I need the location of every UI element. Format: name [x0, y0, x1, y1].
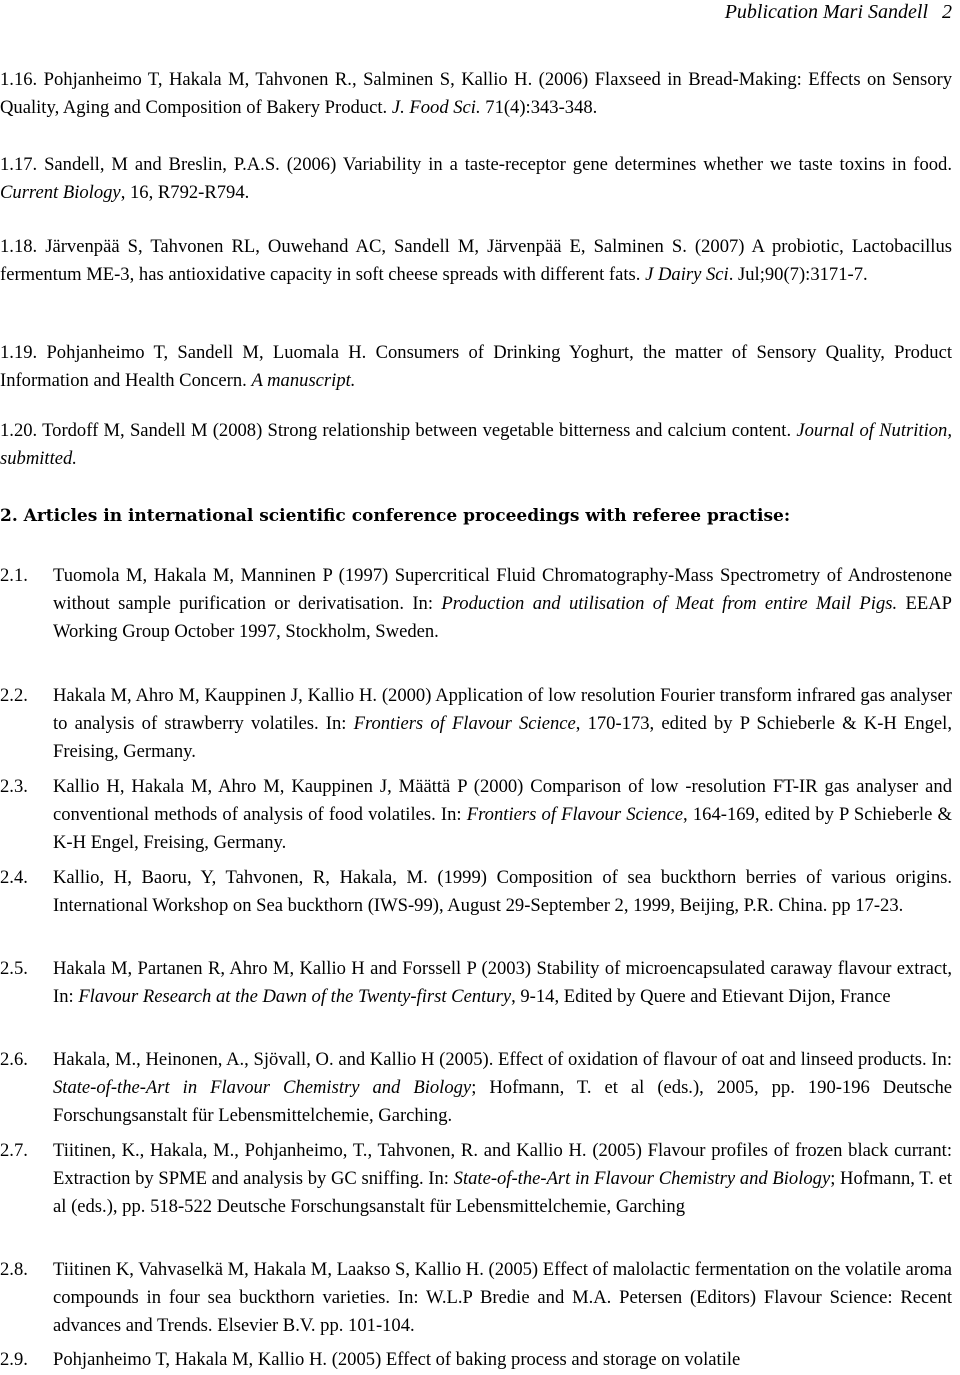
proceedings-entry: [0, 562, 952, 647]
entry-number: 2.9.: [0, 1349, 28, 1370]
page-number: 2: [942, 1, 952, 23]
journal-name: J. Food Sci.: [391, 97, 481, 119]
reference-entry: [0, 66, 952, 122]
section-heading: 2. Articles in international scientific conference proceedings with referee practise:: [0, 506, 791, 526]
entry-citation: , 164-169, edited by P Schieberle & K-H Engel, Freising, Germany.: [53, 804, 953, 854]
entry-citation: , 16, R792-R794.: [120, 182, 250, 204]
entry-number: 1.17.: [0, 154, 38, 175]
entry-text: Tiitinen, K., Hakala, M., Pohjanheimo, T., Tahvonen, R. and Kallio H. (2005) Flavour profiles of frozen black currant: Extraction by SPME and analysis by GC sniffing. In:: [53, 1140, 952, 1190]
proceedings-title: Production and utilisation of Meat from entire Mail Pigs.: [441, 593, 898, 615]
journal-name: Current Biology: [0, 182, 121, 204]
entry-citation: 71(4):343-348.: [480, 97, 598, 119]
proceedings-title: Frontiers of Flavour Science: [353, 713, 576, 735]
reference-entry: [0, 233, 952, 289]
proceedings-entry: [0, 773, 952, 858]
entry-number: 2.8.: [0, 1259, 28, 1280]
entry-text: Pohjanheimo T, Hakala M, Kallio H. (2005) Effect of baking process and storage on volatile: [53, 1349, 741, 1370]
page-header: [725, 0, 952, 24]
entry-number: 2.3.: [0, 776, 28, 797]
entry-number: 1.16.: [0, 69, 38, 90]
journal-name: J Dairy Sci: [645, 264, 729, 286]
journal-name: A manuscript.: [251, 370, 356, 392]
entry-number: 2.4.: [0, 867, 28, 888]
proceedings-entry: [0, 1256, 952, 1341]
entry-text: Pohjanheimo T, Sandell M, Luomala H. Consumers of Drinking Yoghurt, the matter of Sensory Quality, Product Information and Health Concern.: [0, 342, 952, 392]
entry-number: 2.5.: [0, 958, 28, 979]
entry-text: Tiitinen K, Vahvaselkä M, Hakala M, Laakso S, Kallio H. (2005) Effect of malolactic fermentation on the volatile aroma compounds in four sea buckthorn varieties. In: W.L.P Bredie and M.A. Petersen (Editors) Flavour Science: Recent advances and Trends. Elsevier B.V. pp. 101-104.: [53, 1259, 952, 1337]
entry-text: Hakala M, Ahro M, Kauppinen J, Kallio H. (2000) Application of low resolution Fourier transform infrared gas analyser to analysis of strawberry volatiles. In:: [53, 685, 952, 735]
entry-citation: EEAP Working Group October 1997, Stockholm, Sweden.: [53, 593, 952, 643]
entry-text: Pohjanheimo T, Hakala M, Tahvonen R., Salminen S, Kallio H. (2006) Flaxseed in Bread-Making: Effects on Sensory Quality, Aging and Composition of Bakery Product.: [0, 69, 952, 119]
proceedings-entry: [0, 1137, 952, 1222]
entry-number: 2.6.: [0, 1049, 28, 1070]
entry-text: Tuomola M, Hakala M, Manninen P (1997) Supercritical Fluid Chromatography-Mass Spectrometry of Androstenone without sample purification or derivatisation. In:: [53, 565, 952, 615]
entry-text: Kallio, H, Baoru, Y, Tahvonen, R, Hakala, M. (1999) Composition of sea buckthorn berries of various origins. International Workshop on Sea buckthorn (IWS-99), August 29-September 2, 1999, Beijing, P.R. China. pp 17-23.: [53, 867, 952, 917]
entry-number: 2.2.: [0, 685, 28, 706]
proceedings-entry: [0, 682, 952, 767]
journal-name: Journal of Nutrition, submitted.: [0, 420, 952, 470]
entry-text: Järvenpää S, Tahvonen RL, Ouwehand AC, Sandell M, Järvenpää E, Salminen S. (2007) A probiotic, Lactobacillus fermentum ME-3, has antioxidative capacity in soft cheese spreads with different fats.: [0, 236, 952, 286]
entry-citation: ; Hofmann, T. et al (eds.), pp. 518-522 Deutsche Forschungsanstalt für Lebensmittelchemie, Garching: [53, 1168, 952, 1218]
entry-number: 1.19.: [0, 342, 38, 363]
proceedings-title: Frontiers of Flavour Science: [466, 804, 684, 826]
reference-entry: [0, 339, 952, 395]
entry-text: Kallio H, Hakala M, Ahro M, Kauppinen J, Määttä P (2000) Comparison of low -resolution FT-IR gas analyser and conventional methods of analysis of food volatiles. In:: [53, 776, 952, 826]
entry-number: 1.20.: [0, 420, 38, 441]
proceedings-entry: [0, 1346, 952, 1374]
entry-text: Hakala, M., Heinonen, A., Sjövall, O. and Kallio H (2005). Effect of oxidation of flavour of oat and linseed products. In:: [53, 1049, 952, 1070]
reference-entry: [0, 151, 952, 207]
proceedings-entry: [0, 864, 952, 920]
entry-text: Tordoff M, Sandell M (2008) Strong relationship between vegetable bitterness and calcium content.: [37, 420, 797, 441]
entry-number: 2.1.: [0, 565, 28, 586]
entry-number: 2.7.: [0, 1140, 28, 1161]
proceedings-title: Flavour Research at the Dawn of the Twenty-first Century: [78, 986, 512, 1008]
proceedings-entry: [0, 1046, 952, 1131]
entry-citation: . Jul;90(7):3171-7.: [728, 264, 868, 286]
entry-citation: ; Hofmann, T. et al (eds.), 2005, pp. 190-196 Deutsche Forschungsanstalt für Lebensmittelchemie, Garching.: [53, 1077, 952, 1127]
proceedings-title: State-of-the-Art in Flavour Chemistry and Biology: [53, 1077, 472, 1099]
entry-text: Hakala M, Partanen R, Ahro M, Kallio H and Forssell P (2003) Stability of microencapsulated caraway flavour extract, In:: [53, 958, 952, 1008]
entry-text: Sandell, M and Breslin, P.A.S. (2006) Variability in a taste-receptor gene determines whether we taste toxins in food.: [37, 154, 952, 175]
entry-citation: , 170-173, edited by P Schieberle & K-H Engel, Freising, Germany.: [53, 713, 952, 763]
entry-citation: , 9-14, Edited by Quere and Etievant Dijon, France: [511, 986, 891, 1008]
entry-number: 1.18.: [0, 236, 38, 257]
header-title: Publication Mari Sandell: [724, 1, 928, 23]
proceedings-title: State-of-the-Art in Flavour Chemistry and Biology: [453, 1168, 831, 1190]
proceedings-entry: [0, 955, 952, 1011]
reference-entry: [0, 417, 952, 473]
